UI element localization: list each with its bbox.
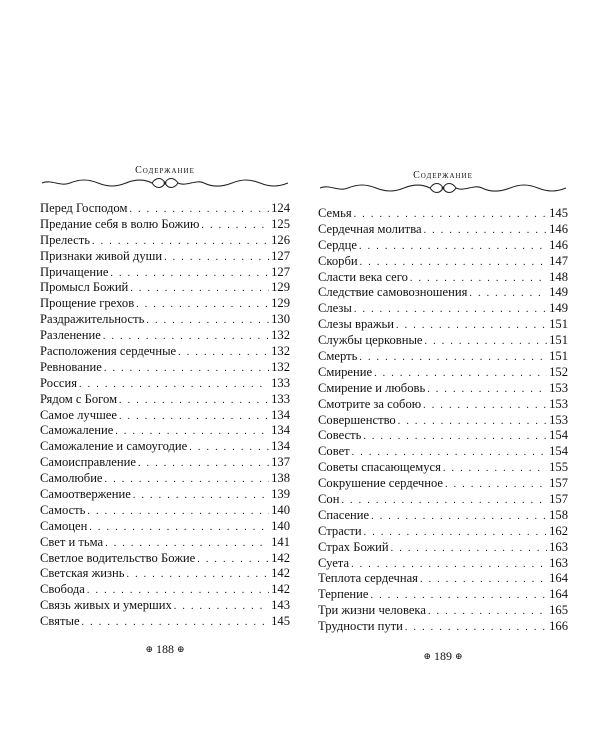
dot-leader: [360, 255, 547, 271]
toc-entry-title: Советы спасающемуся: [318, 460, 441, 475]
toc-entry-title: Страх Божий: [318, 539, 389, 554]
toc-entry-page: 163: [549, 555, 568, 570]
dot-leader: [425, 334, 548, 350]
toc-entry-page: 132: [271, 344, 290, 359]
toc-entry: [318, 540, 568, 556]
toc-entry-title: Причащение: [40, 264, 109, 279]
toc-entry-page: 153: [549, 380, 568, 395]
toc-entry-page: 132: [271, 328, 290, 343]
dot-leader: [174, 599, 269, 615]
toc-entry-page: 126: [271, 232, 290, 247]
toc-entry-page: 142: [271, 582, 290, 597]
dot-leader: [445, 477, 547, 493]
dot-leader: [396, 318, 547, 334]
toc-entry: [318, 222, 568, 238]
dot-leader: [119, 393, 269, 409]
toc-entry-page: 149: [549, 285, 568, 300]
dot-leader: [133, 488, 269, 504]
dot-leader: [201, 218, 269, 234]
toc-entry: [40, 582, 290, 598]
dot-leader: [420, 572, 547, 588]
toc-entry-title: Связь живых и умерших: [40, 598, 172, 613]
toc-entry: [40, 217, 290, 233]
left-page: [40, 165, 290, 657]
toc-entry-page: 140: [271, 518, 290, 533]
toc-entry-page: 151: [549, 349, 568, 364]
page-number-text: 189: [434, 649, 452, 664]
toc-entry: [40, 503, 290, 519]
folio-ornament-icon: ⊕: [423, 651, 431, 662]
toc-entry-title: Прелесть: [40, 232, 91, 247]
dot-leader: [443, 461, 547, 477]
dot-leader: [359, 239, 547, 255]
dot-leader: [129, 202, 269, 218]
dot-leader: [428, 604, 547, 620]
toc-entry-title: Скорби: [318, 253, 358, 268]
toc-entry: [40, 551, 290, 567]
dot-leader: [104, 361, 269, 377]
toc-entry: [40, 265, 290, 281]
toc-entry-title: Самое лучшее: [40, 407, 117, 422]
toc-entry: [318, 413, 568, 429]
toc-entry-title: Промысл Божий: [40, 280, 129, 295]
toc-entry-page: 163: [549, 539, 568, 554]
toc-entry-title: Свобода: [40, 582, 85, 597]
running-header: Содержание: [413, 170, 473, 181]
dot-leader: [427, 382, 547, 398]
toc-entry-title: Сокрушение сердечное: [318, 476, 444, 491]
toc-entry: [318, 556, 568, 572]
dot-leader: [115, 424, 269, 440]
toc-entry-title: Терпение: [318, 587, 369, 602]
toc-entry-page: 164: [549, 571, 568, 586]
folio-ornament-icon: ⊕: [145, 644, 153, 655]
dot-leader: [354, 207, 547, 223]
toc-entry-title: Суета: [318, 555, 350, 570]
dot-leader: [423, 398, 547, 414]
toc-entry: [40, 328, 290, 344]
dot-leader: [359, 350, 547, 366]
toc-entry-page: 134: [271, 407, 290, 422]
toc-entry-title: Службы церковные: [318, 333, 423, 348]
toc-entry-title: Перед Господом: [40, 201, 128, 215]
toc-entry-page: 133: [271, 375, 290, 390]
toc-entry-title: Светлое водительство Божие: [40, 550, 196, 565]
dot-leader: [374, 366, 547, 382]
toc-entry-title: Смирение: [318, 364, 373, 379]
page-number-text: 188: [156, 642, 174, 657]
toc-entry-title: Сласти века сего: [318, 269, 408, 284]
toc-entry-page: 162: [549, 523, 568, 538]
toc-entry-page: 145: [271, 614, 290, 629]
dot-leader: [410, 271, 547, 287]
toc-entry-page: 141: [271, 534, 290, 549]
dot-leader: [352, 445, 547, 461]
dot-leader: [105, 472, 270, 488]
toc-entry-title: Семья: [318, 206, 352, 220]
toc-entry-page: 154: [549, 428, 568, 443]
toc-entry: [318, 508, 568, 524]
toc-entry-title: Совершенство: [318, 412, 396, 427]
toc-entry-title: Святые: [40, 614, 80, 629]
toc-entry-title: Предание себя в волю Божию: [40, 216, 200, 231]
dot-leader: [82, 615, 270, 631]
dot-leader: [105, 536, 269, 552]
toc-entry-page: 155: [549, 460, 568, 475]
toc-entry-page: 157: [549, 492, 568, 507]
toc-entry: [40, 344, 290, 360]
toc-entry: [318, 270, 568, 286]
toc-entry-title: Слезы вражьи: [318, 317, 395, 332]
toc-entry-page: 143: [271, 598, 290, 613]
folio-ornament-icon: ⊕: [455, 651, 463, 662]
toc-entry: [318, 381, 568, 397]
toc-entry: [40, 471, 290, 487]
toc-entry-title: Спасение: [318, 507, 370, 522]
toc-entry: [40, 566, 290, 582]
toc-entry: [40, 487, 290, 503]
toc-entry-page: 151: [549, 317, 568, 332]
dot-leader: [341, 493, 547, 509]
toc-entry: [318, 397, 568, 413]
toc-entry-page: 139: [271, 487, 290, 502]
toc-entry-title: Страсти: [318, 523, 362, 538]
toc-entry-page: 129: [271, 296, 290, 311]
dot-leader: [391, 541, 547, 557]
toc-entry: [318, 317, 568, 333]
toc-entry-title: Расположения сердечные: [40, 344, 177, 359]
dot-leader: [87, 504, 269, 520]
toc-entry-page: 158: [549, 507, 568, 522]
toc-entry-title: Сердце: [318, 237, 358, 252]
toc-entry-title: Самоисправление: [40, 455, 136, 470]
toc-list-right: [318, 206, 568, 635]
toc-entry: [318, 571, 568, 587]
dot-leader: [398, 414, 547, 430]
dot-leader: [424, 223, 548, 239]
dot-leader: [189, 440, 269, 456]
toc-entry: [318, 460, 568, 476]
toc-entry-page: 147: [549, 253, 568, 268]
running-header: Содержание: [135, 165, 195, 176]
toc-entry-page: 165: [549, 603, 568, 618]
dot-leader: [178, 345, 269, 361]
dot-leader: [364, 525, 547, 541]
toc-entry-page: 149: [549, 301, 568, 316]
toc-entry-title: Самоотвержение: [40, 487, 131, 502]
toc-entry-title: Самоцен: [40, 518, 88, 533]
dot-leader: [87, 583, 269, 599]
toc-entry: [318, 238, 568, 254]
toc-entry: [318, 333, 568, 349]
toc-entry-title: Самолюбие: [40, 471, 103, 486]
toc-entry-page: 146: [549, 237, 568, 252]
folio-ornament-icon: ⊕: [177, 644, 185, 655]
toc-entry-page: 152: [549, 364, 568, 379]
toc-entry-page: 134: [271, 423, 290, 438]
toc-list-left: [40, 201, 290, 630]
toc-entry-title: Рядом с Богом: [40, 391, 118, 406]
toc-entry: [40, 614, 290, 630]
toc-entry: [40, 535, 290, 551]
dot-leader: [469, 286, 547, 302]
toc-entry-title: Прощение грехов: [40, 296, 135, 311]
toc-entry-page: 146: [549, 221, 568, 236]
toc-entry-page: 142: [271, 566, 290, 581]
toc-entry: [318, 365, 568, 381]
toc-entry-page: 148: [549, 269, 568, 284]
toc-entry-title: Сердечная молитва: [318, 221, 422, 236]
toc-entry: [40, 598, 290, 614]
toc-entry-page: 166: [549, 619, 568, 634]
toc-entry: [318, 285, 568, 301]
toc-entry: [40, 392, 290, 408]
toc-entry: [318, 349, 568, 365]
dot-leader: [164, 250, 269, 266]
toc-entry: [318, 444, 568, 460]
toc-entry-page: 134: [271, 439, 290, 454]
toc-entry-title: Смерть: [318, 349, 358, 364]
toc-entry: [40, 376, 290, 392]
dot-leader: [146, 313, 269, 329]
toc-entry-page: 129: [271, 280, 290, 295]
toc-entry-title: Признаки живой души: [40, 248, 163, 263]
toc-entry: [318, 492, 568, 508]
toc-entry-title: Свет и тьма: [40, 534, 104, 549]
ornamental-divider-icon: [318, 182, 568, 194]
toc-entry-title: Теплота сердечная: [318, 571, 418, 586]
toc-entry-page: 151: [549, 333, 568, 348]
toc-entry: [318, 301, 568, 317]
toc-entry-page: 154: [549, 444, 568, 459]
toc-entry: [40, 296, 290, 312]
toc-entry-page: 138: [271, 471, 290, 486]
dot-leader: [126, 567, 269, 583]
toc-entry-title: Россия: [40, 375, 78, 390]
toc-entry-page: 142: [271, 550, 290, 565]
toc-entry: [40, 312, 290, 328]
toc-entry-title: Разленение: [40, 328, 101, 343]
toc-entry-page: 132: [271, 359, 290, 374]
ornamental-divider-icon: [40, 177, 290, 189]
toc-entry-title: Ревнование: [40, 359, 102, 374]
page-number: [40, 642, 290, 657]
toc-entry: [40, 249, 290, 265]
dot-leader: [136, 297, 269, 313]
toc-entry: [40, 280, 290, 296]
dot-leader: [130, 281, 269, 297]
toc-entry: [318, 254, 568, 270]
toc-entry-page: 127: [271, 248, 290, 263]
toc-entry: [318, 428, 568, 444]
toc-entry: [40, 233, 290, 249]
toc-entry-page: 130: [271, 312, 290, 327]
dot-leader: [405, 620, 547, 636]
toc-entry-title: Сон: [318, 492, 340, 507]
toc-entry-title: Светская жизнь: [40, 566, 125, 581]
toc-entry-page: 153: [549, 412, 568, 427]
toc-entry-page: 133: [271, 391, 290, 406]
dot-leader: [79, 377, 269, 393]
toc-entry-title: Саможаление и самоугодие: [40, 439, 188, 454]
dot-leader: [351, 557, 547, 573]
toc-entry-title: Смотрите за собою: [318, 396, 422, 411]
toc-entry-page: 153: [549, 396, 568, 411]
toc-entry: [40, 360, 290, 376]
toc-entry-title: Слезы: [318, 301, 352, 316]
toc-entry: [318, 619, 568, 635]
dot-leader: [197, 552, 269, 568]
toc-entry: [318, 587, 568, 603]
toc-entry: [40, 423, 290, 439]
toc-entry-page: 127: [271, 264, 290, 279]
toc-entry: [40, 201, 290, 217]
toc-entry: [318, 603, 568, 619]
toc-entry-page: 157: [549, 476, 568, 491]
toc-entry-page: 137: [271, 455, 290, 470]
toc-entry-page: 125: [271, 216, 290, 231]
toc-entry-title: Три жизни человека: [318, 603, 426, 618]
toc-entry-page: 140: [271, 502, 290, 517]
dot-leader: [371, 509, 547, 525]
toc-entry-title: Смирение и любовь: [318, 380, 426, 395]
dot-leader: [92, 234, 269, 250]
page-number: [318, 649, 568, 664]
toc-entry-title: Трудности пути: [318, 619, 403, 634]
toc-entry-page: 124: [271, 201, 290, 215]
toc-entry-title: Самость: [40, 502, 86, 517]
toc-entry-title: Саможаление: [40, 423, 114, 438]
right-page: [318, 170, 568, 664]
toc-entry-title: Раздражительность: [40, 312, 145, 327]
toc-entry: [318, 476, 568, 492]
toc-entry: [40, 408, 290, 424]
dot-leader: [354, 302, 547, 318]
dot-leader: [89, 520, 269, 536]
toc-entry-page: 145: [549, 206, 568, 220]
toc-entry: [318, 206, 568, 222]
toc-entry-title: Совесть: [318, 428, 362, 443]
dot-leader: [138, 456, 269, 472]
toc-entry: [40, 519, 290, 535]
dot-leader: [371, 588, 548, 604]
toc-entry: [40, 439, 290, 455]
dot-leader: [103, 329, 269, 345]
dot-leader: [119, 409, 269, 425]
toc-entry-title: Следствие самовозношения: [318, 285, 468, 300]
toc-entry: [318, 524, 568, 540]
dot-leader: [363, 429, 547, 445]
toc-entry: [40, 455, 290, 471]
toc-entry-page: 164: [549, 587, 568, 602]
dot-leader: [110, 266, 269, 282]
toc-entry-title: Совет: [318, 444, 350, 459]
